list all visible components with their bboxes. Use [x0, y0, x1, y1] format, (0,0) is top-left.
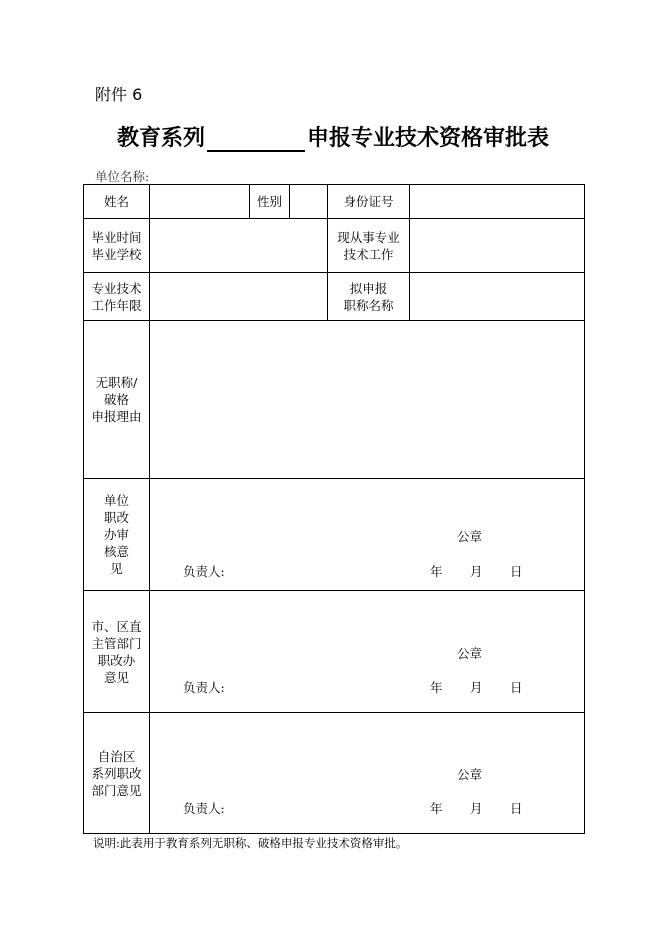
title-prefix: 教育系列 [117, 126, 206, 151]
name-label: 姓名 [83, 184, 150, 219]
graduation-label: 毕业时间 毕业学校 [83, 218, 150, 273]
current-work-label: 现从事专业 技术工作 [327, 218, 410, 273]
seal-label: 公章 [457, 646, 483, 661]
proposed-title-field[interactable] [409, 272, 585, 321]
footnote: 说明:此表用于教育系列无职称、破格申报专业技术资格审批。 [93, 836, 408, 850]
gender-label: 性别 [249, 184, 290, 219]
title-suffix: 申报专业技术资格审批表 [307, 126, 550, 151]
dept-opinion-label: 市、区直 主管部门 职改办 意见 [83, 590, 150, 713]
years-field[interactable] [149, 272, 328, 321]
id-number-label: 身份证号 [327, 184, 410, 219]
page-title [117, 121, 549, 152]
person-label: 负责人: [183, 564, 225, 579]
seal-label: 公章 [457, 529, 483, 544]
graduation-field[interactable] [149, 218, 328, 273]
day-label: 日 [510, 564, 523, 579]
proposed-title-label: 拟申报 职称名称 [327, 272, 410, 321]
year-label: 年 [430, 801, 443, 816]
seal-label: 公章 [457, 767, 483, 782]
unit-opinion-label: 单位 职改 办审 核意 见 [83, 478, 150, 591]
month-label: 月 [470, 680, 483, 695]
name-field[interactable] [149, 184, 250, 219]
title-blank[interactable] [207, 126, 305, 152]
id-number-field[interactable] [409, 184, 585, 219]
region-opinion-label: 自治区 系列职改 部门意见 [83, 712, 150, 834]
reason-label: 无职称/ 破格 申报理由 [83, 320, 150, 479]
year-label: 年 [430, 564, 443, 579]
current-work-field[interactable] [409, 218, 585, 273]
reason-field[interactable] [149, 320, 585, 479]
day-label: 日 [510, 801, 523, 816]
person-label: 负责人: [183, 801, 225, 816]
attachment-label: 附件 6 [95, 85, 143, 104]
person-label: 负责人: [183, 680, 225, 695]
month-label: 月 [470, 801, 483, 816]
month-label: 月 [470, 564, 483, 579]
years-label: 专业技术 工作年限 [83, 272, 150, 321]
unit-name-label: 单位名称: [95, 169, 150, 184]
day-label: 日 [510, 680, 523, 695]
year-label: 年 [430, 680, 443, 695]
gender-field[interactable] [289, 184, 328, 219]
